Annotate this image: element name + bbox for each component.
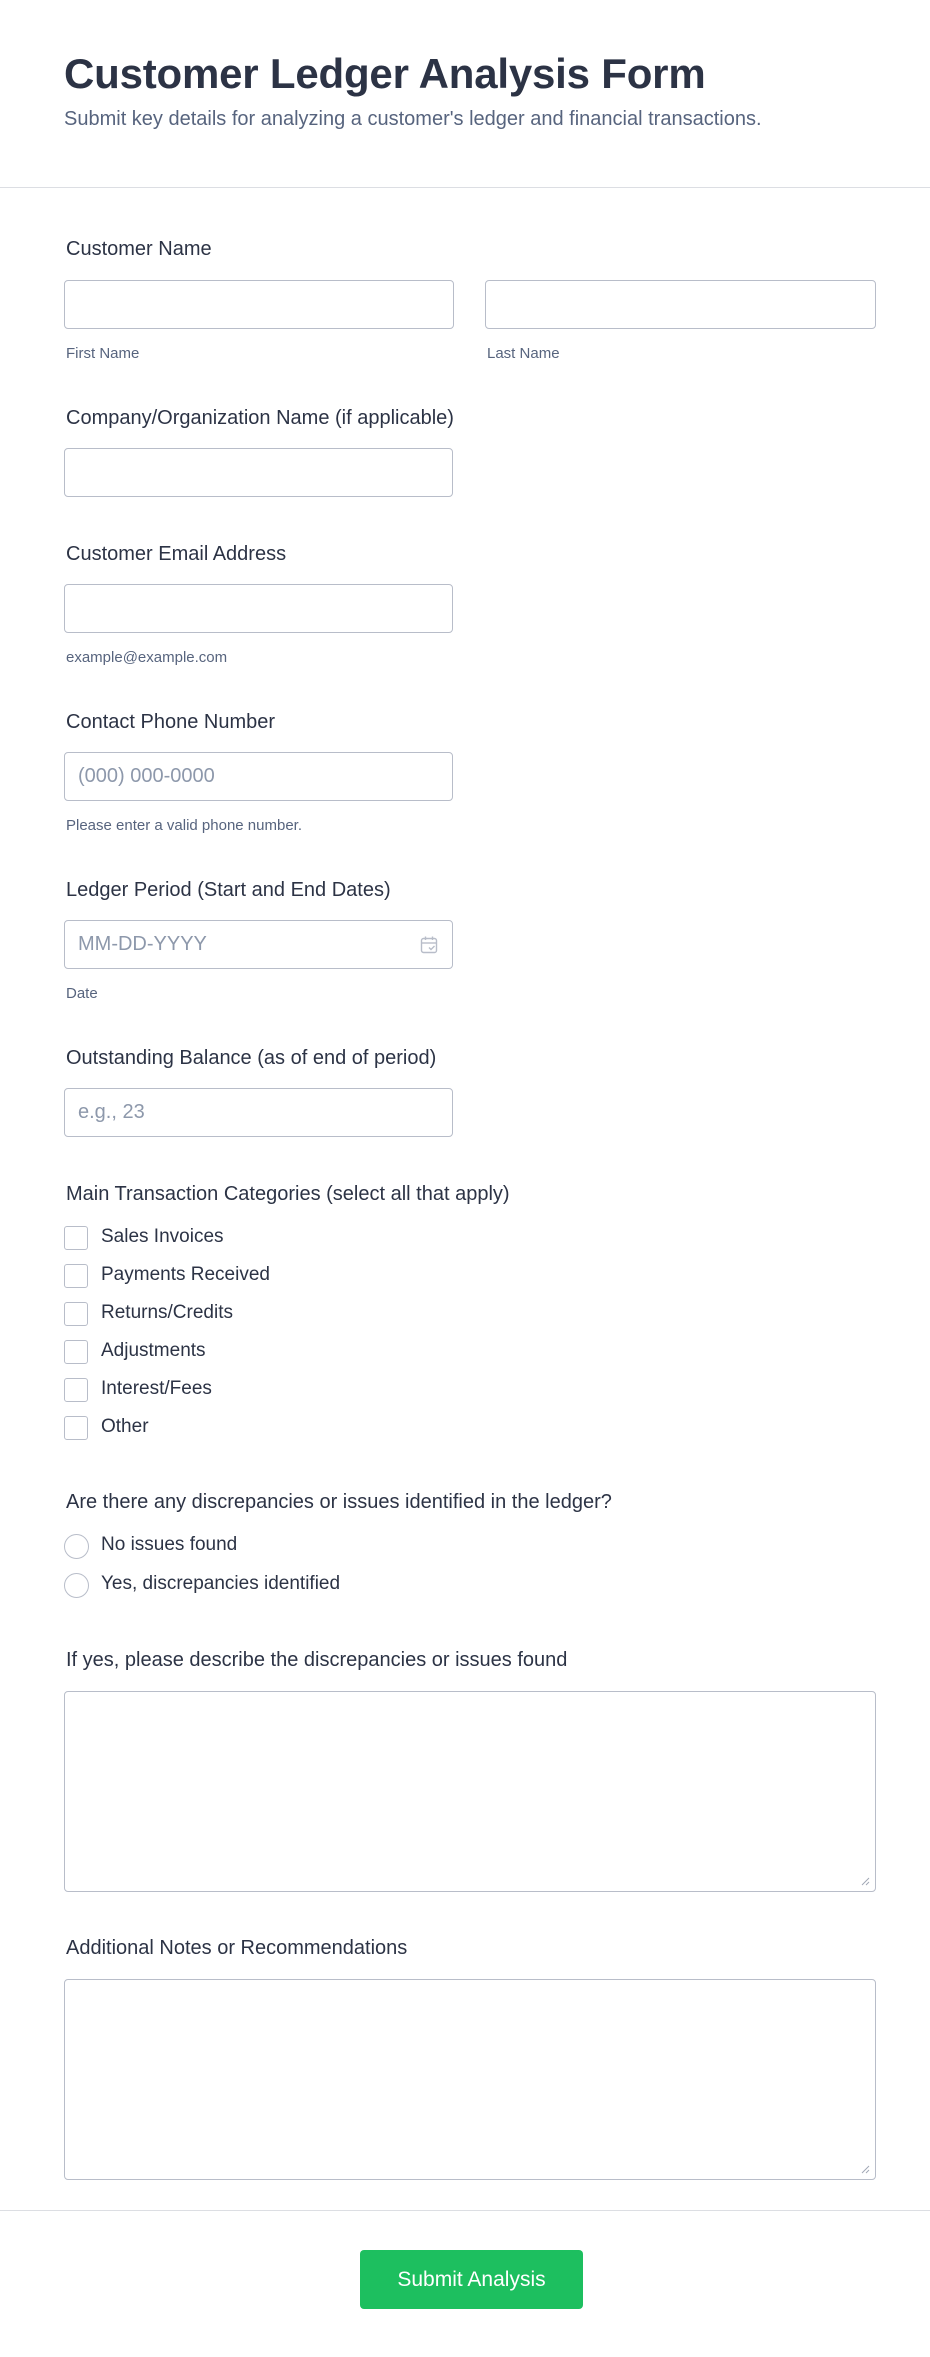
date-sublabel: Date [66, 985, 98, 1002]
first-name-input[interactable] [64, 280, 454, 329]
customer-name-label: Customer Name [66, 238, 212, 260]
radio-yes-discrepancies[interactable] [64, 1573, 89, 1598]
balance-input[interactable] [64, 1088, 453, 1137]
form-title: Customer Ledger Analysis Form [64, 50, 706, 97]
resize-handle-icon[interactable] [861, 2165, 870, 2174]
phone-input[interactable] [64, 752, 453, 801]
resize-handle-icon[interactable] [861, 1877, 870, 1886]
email-input[interactable] [64, 584, 453, 633]
last-name-sublabel: Last Name [487, 345, 560, 362]
checkbox-adjustments[interactable] [64, 1340, 88, 1364]
radio-no-issues[interactable] [64, 1534, 89, 1559]
option-label-returns-credits[interactable]: Returns/Credits [101, 1302, 233, 1323]
describe-label: If yes, please describe the discrepancies or issues found [66, 1649, 568, 1671]
email-label: Customer Email Address [66, 543, 287, 565]
company-label: Company/Organization Name (if applicable) [66, 407, 454, 429]
form-header [0, 0, 930, 188]
option-label-yes-discrepancies[interactable]: Yes, discrepancies identified [101, 1573, 341, 1594]
phone-placeholder: (000) 000-0000 [78, 765, 215, 787]
last-name-input[interactable] [485, 280, 876, 329]
balance-label: Outstanding Balance (as of end of period) [66, 1047, 437, 1069]
option-label-adjustments[interactable]: Adjustments [101, 1340, 206, 1361]
describe-textarea[interactable] [64, 1691, 876, 1892]
checkbox-interest-fees[interactable] [64, 1378, 88, 1402]
notes-textarea[interactable] [64, 1979, 876, 2180]
checkbox-other[interactable] [64, 1416, 88, 1440]
date-input[interactable] [64, 920, 453, 969]
option-label-no-issues[interactable]: No issues found [101, 1534, 238, 1555]
option-label-other[interactable]: Other [101, 1416, 149, 1437]
form-footer [0, 2210, 930, 2357]
notes-label: Additional Notes or Recommendations [66, 1937, 408, 1959]
checkbox-returns-credits[interactable] [64, 1302, 88, 1326]
balance-placeholder: e.g., 23 [78, 1101, 145, 1123]
ledger-period-label: Ledger Period (Start and End Dates) [66, 879, 391, 901]
checkbox-payments-received[interactable] [64, 1264, 88, 1288]
option-label-sales-invoices[interactable]: Sales Invoices [101, 1226, 224, 1247]
phone-label: Contact Phone Number [66, 711, 276, 733]
option-label-payments-received[interactable]: Payments Received [101, 1264, 270, 1285]
company-input[interactable] [64, 448, 453, 497]
categories-label: Main Transaction Categories (select all that apply) [66, 1183, 510, 1205]
calendar-icon[interactable] [419, 935, 439, 955]
discrepancies-label: Are there any discrepancies or issues identified in the ledger? [66, 1491, 612, 1513]
first-name-sublabel: First Name [66, 345, 140, 362]
date-placeholder: MM-DD-YYYY [78, 933, 207, 955]
phone-sublabel: Please enter a valid phone number. [66, 817, 302, 834]
form-subtitle: Submit key details for analyzing a customer's ledger and financial transactions. [64, 108, 762, 130]
submit-button[interactable]: Submit Analysis [360, 2250, 583, 2309]
email-sublabel: example@example.com [66, 649, 228, 666]
checkbox-sales-invoices[interactable] [64, 1226, 88, 1250]
option-label-interest-fees[interactable]: Interest/Fees [101, 1378, 212, 1399]
